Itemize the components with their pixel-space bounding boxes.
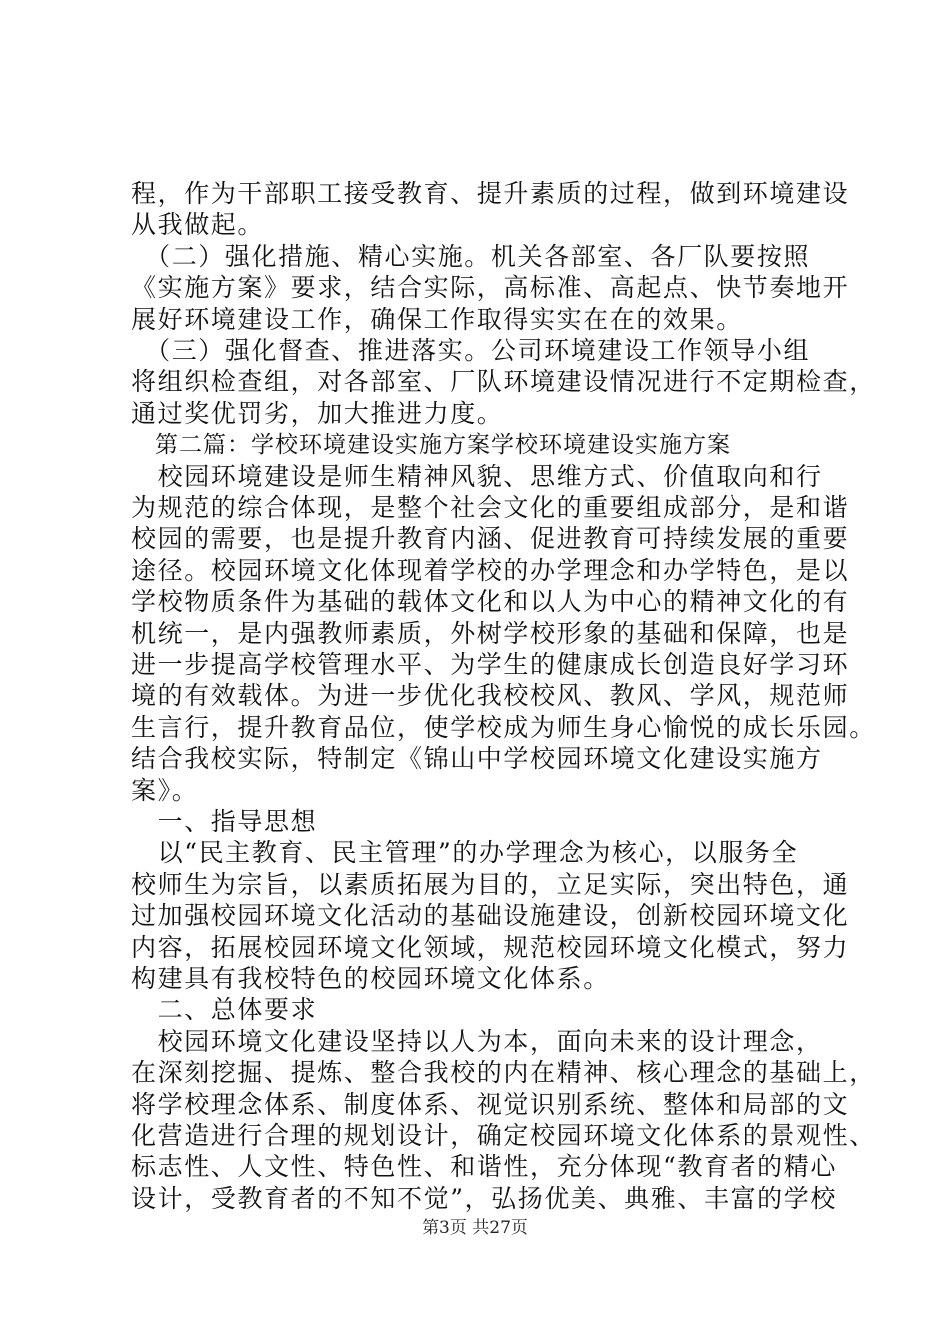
text-line: 校园的需要，也是提升教育内涵、促进教育可持续发展的重要 [131, 524, 850, 553]
text-line: 案》。 [131, 776, 199, 805]
text-line: 过加强校园环境文化活动的基础设施建设，创新校园环境文化 [131, 901, 850, 930]
text-line: （三）强化督查、推进落实。公司环境建设工作领导小组 [131, 336, 811, 365]
text-line: 生言行，提升教育品位，使学校成为师生身心愉悦的成长乐园。 [131, 713, 876, 742]
text-line: 内容，拓展校园环境文化领域，规范校园环境文化模式，努力 [131, 933, 850, 962]
text-line: 结合我校实际，特制定《锦山中学校园环境文化建设实施方 [131, 744, 823, 773]
text-line: 程，作为干部职工接受教育、提升素质的过程，做到环境建设 [131, 179, 850, 208]
text-line: 将学校理念体系、制度体系、视觉识别系统、整体和局部的文 [131, 1090, 850, 1119]
page-footer: 第3页 共27页 [422, 1218, 528, 1238]
text-line: 校师生为宗旨，以素质拓展为目的，立足实际，突出特色，通 [131, 870, 850, 899]
text-line: 进一步提高学校管理水平、为学生的健康成长创造良好学习环 [131, 650, 850, 679]
text-line: 校园环境建设是师生精神风貌、思维方式、价值取向和行 [131, 462, 823, 491]
text-line: 化营造进行合理的规划设计，确定校园环境文化体系的景观性、 [131, 1121, 876, 1150]
text-line: 展好环境建设工作，确保工作取得实实在在的效果。 [131, 305, 743, 334]
text-line: 学校物质条件为基础的载体文化和以人为中心的精神文化的有 [131, 587, 850, 616]
text-line: （二）强化措施、精心实施。机关各部室、各厂队要按照 [131, 242, 811, 271]
text-line: 为规范的综合体现，是整个社会文化的重要组成部分，是和谐 [131, 493, 850, 522]
text-line: 将组织检查组，对各部室、厂队环境建设情况进行不定期检查， [131, 367, 876, 396]
section-heading: 一、指导思想 [131, 807, 318, 836]
text-line: 标志性、人文性、特色性、和谐性，充分体现“教育者的精心 [131, 1152, 837, 1181]
text-line: 通过奖优罚劣，加大推进力度。 [131, 399, 504, 428]
text-line: 在深刻挖掘、提炼、整合我校的内在精神、核心理念的基础上， [131, 1058, 876, 1087]
text-line: 设计，受教育者的不知不觉”，弘扬优美、典雅、丰富的学校 [131, 1184, 837, 1213]
text-line: 途径。校园环境文化体现着学校的办学理念和办学特色，是以 [131, 556, 850, 585]
text-line: 以“民主教育、民主管理”的办学理念为核心，以服务全 [131, 838, 799, 867]
text-line: 机统一，是内强教师素质，外树学校形象的基础和保障，也是 [131, 619, 850, 648]
text-line: 从我做起。 [131, 210, 265, 239]
text-line: 构建具有我校特色的校园环境文化体系。 [131, 964, 610, 993]
text-line: 校园环境文化建设坚持以人为本，面向未来的设计理念， [131, 1027, 823, 1056]
section-heading: 二、总体要求 [131, 995, 318, 1024]
text-line: 境的有效载体。为进一步优化我校校风、教风、学风，规范师 [131, 681, 850, 710]
section-heading: 第二篇：学校环境建设实施方案学校环境建设实施方案 [131, 432, 731, 458]
text-line: 《实施方案》要求，结合实际，高标准、高起点、快节奏地开 [131, 273, 850, 302]
